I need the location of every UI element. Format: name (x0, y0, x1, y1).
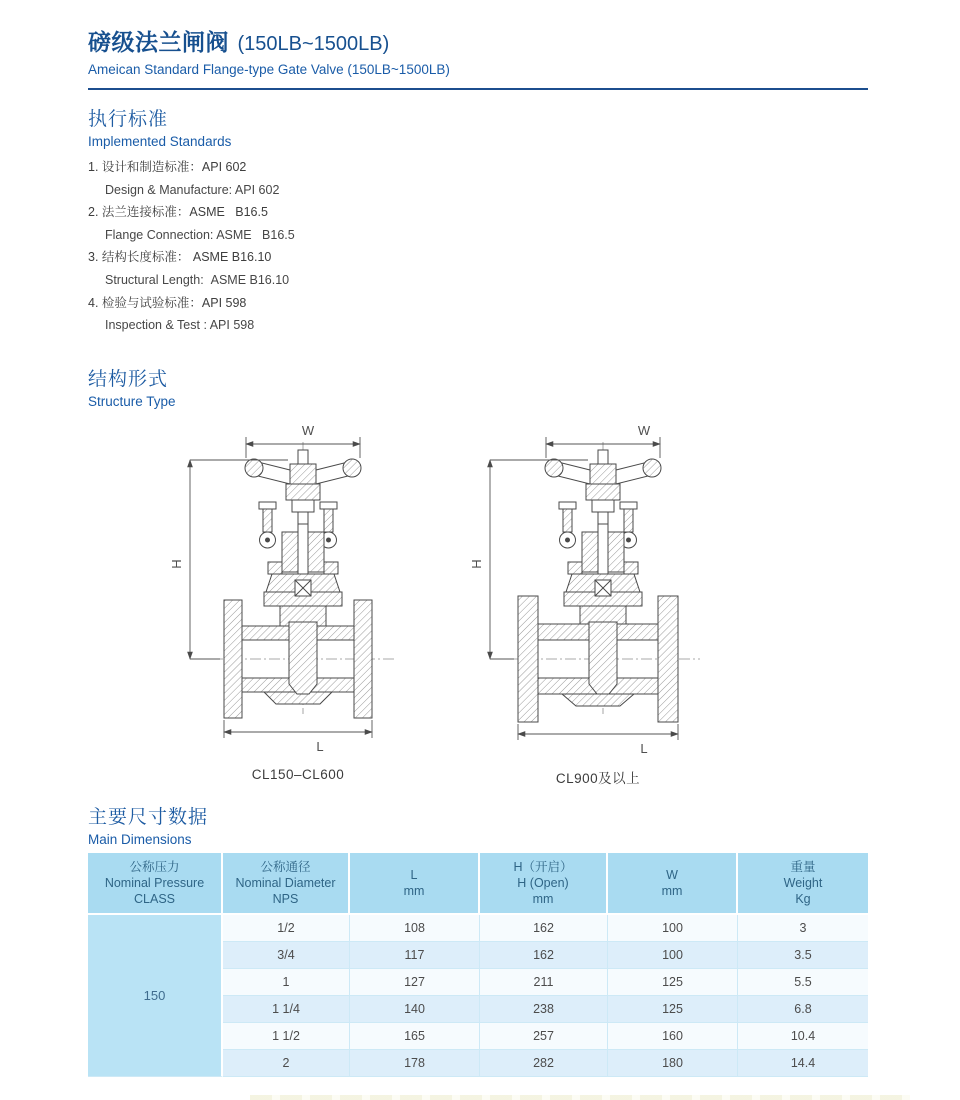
valve-caption-cl150-cl600: CL150–CL600 (251, 767, 345, 782)
standards-heading (88, 104, 231, 149)
cell-nps: 1/2 (223, 915, 350, 942)
cell-nps: 3/4 (223, 942, 350, 969)
cell-h: 282 (480, 1050, 608, 1077)
cell-l: 127 (350, 969, 480, 996)
page-title-zh: 磅级法兰闸阀 (88, 29, 229, 55)
standards-item-1-zh: 1. 设计和制造标准：API 602 (88, 160, 247, 174)
dim-label-w: W (637, 424, 651, 438)
cell-nps: 1 1/4 (223, 996, 350, 1023)
dimensions-table (88, 853, 868, 1077)
cell-h: 238 (480, 996, 608, 1023)
col-header-l: L mm (350, 853, 480, 915)
cell-w: 100 (608, 942, 738, 969)
col-header-w: W mm (608, 853, 738, 915)
col-header-class: 公称压力 Nominal Pressure CLASS (88, 853, 223, 915)
structure-heading-zh: 结构形式 (88, 369, 169, 390)
cell-h: 211 (480, 969, 608, 996)
class-150-cell: 150 (88, 915, 223, 1077)
standards-item-2-zh: 2. 法兰连接标准：ASME B16.5 (88, 205, 268, 220)
standards-heading-zh: 执行标准 (88, 109, 169, 130)
main-dimensions-heading-zh: 主要尺寸数据 (88, 807, 209, 828)
title-divider (88, 88, 868, 90)
cutoff-text-sliver (250, 1095, 910, 1100)
dim-label-l: L (640, 741, 648, 756)
cell-w: 100 (608, 915, 738, 942)
valve-caption-cl900-up: CL900及以上 (555, 771, 641, 786)
main-dimensions-heading-en: Main Dimensions (88, 832, 192, 847)
standards-item-3-zh: 3. 结构长度标准： ASME B16.10 (88, 250, 272, 265)
cell-nps: 1 (223, 969, 350, 996)
page-title-en: Ameican Standard Flange-type Gate Valve (150LB~1500LB) (88, 62, 450, 77)
cell-l: 117 (350, 942, 480, 969)
cell-w: 180 (608, 1050, 738, 1077)
standards-heading-en: Implemented Standards (88, 134, 232, 149)
standards-item-3-en: Structural Length: ASME B16.10 (105, 272, 290, 287)
dim-label-h: H (169, 559, 184, 569)
dim-label-h: H (469, 559, 484, 569)
col-header-h-open: H（开启） H (Open) mm (480, 853, 608, 915)
valve-drawing-cl900-up (468, 424, 728, 787)
standards-list (88, 156, 608, 337)
structure-heading (88, 364, 176, 409)
cell-weight: 3 (738, 915, 868, 942)
cell-nps: 1 1/2 (223, 1023, 350, 1050)
cell-w: 125 (608, 969, 738, 996)
table-header-row (88, 853, 868, 915)
cell-l: 108 (350, 915, 480, 942)
title-block (88, 24, 868, 90)
cell-weight: 5.5 (738, 969, 868, 996)
col-header-weight: 重量 Weight Kg (738, 853, 868, 915)
cell-weight: 10.4 (738, 1023, 868, 1050)
cell-weight: 14.4 (738, 1050, 868, 1077)
page-title-suffix: (150LB~1500LB) (237, 33, 390, 55)
gate-valve-section-drawing (468, 424, 728, 756)
gate-valve-section-drawing (168, 424, 428, 756)
standards-item-4-en: Inspection & Test : API 598 (105, 318, 255, 333)
valve-drawing-cl150-cl600 (168, 424, 428, 782)
standards-item-1-en: Design & Manufacture: API 602 (105, 182, 280, 197)
cell-l: 178 (350, 1050, 480, 1077)
cell-w: 160 (608, 1023, 738, 1050)
col-header-nps: 公称通径 Nominal Diameter NPS (223, 853, 350, 915)
cell-h: 257 (480, 1023, 608, 1050)
cell-h: 162 (480, 915, 608, 942)
page-title (88, 24, 868, 57)
cell-weight: 6.8 (738, 996, 868, 1023)
cell-h: 162 (480, 942, 608, 969)
cell-w: 125 (608, 996, 738, 1023)
cell-nps: 2 (223, 1050, 350, 1077)
structure-heading-en: Structure Type (88, 394, 176, 409)
main-dimensions-heading (88, 802, 208, 847)
dim-label-w: W (301, 424, 315, 438)
cell-weight: 3.5 (738, 942, 868, 969)
dim-label-l: L (316, 739, 324, 754)
cell-l: 165 (350, 1023, 480, 1050)
standards-item-4-zh: 4. 检验与试验标准：API 598 (88, 295, 247, 310)
cell-l: 140 (350, 996, 480, 1023)
table-row (88, 915, 868, 942)
standards-item-2-en: Flange Connection: ASME B16.5 (105, 227, 295, 242)
